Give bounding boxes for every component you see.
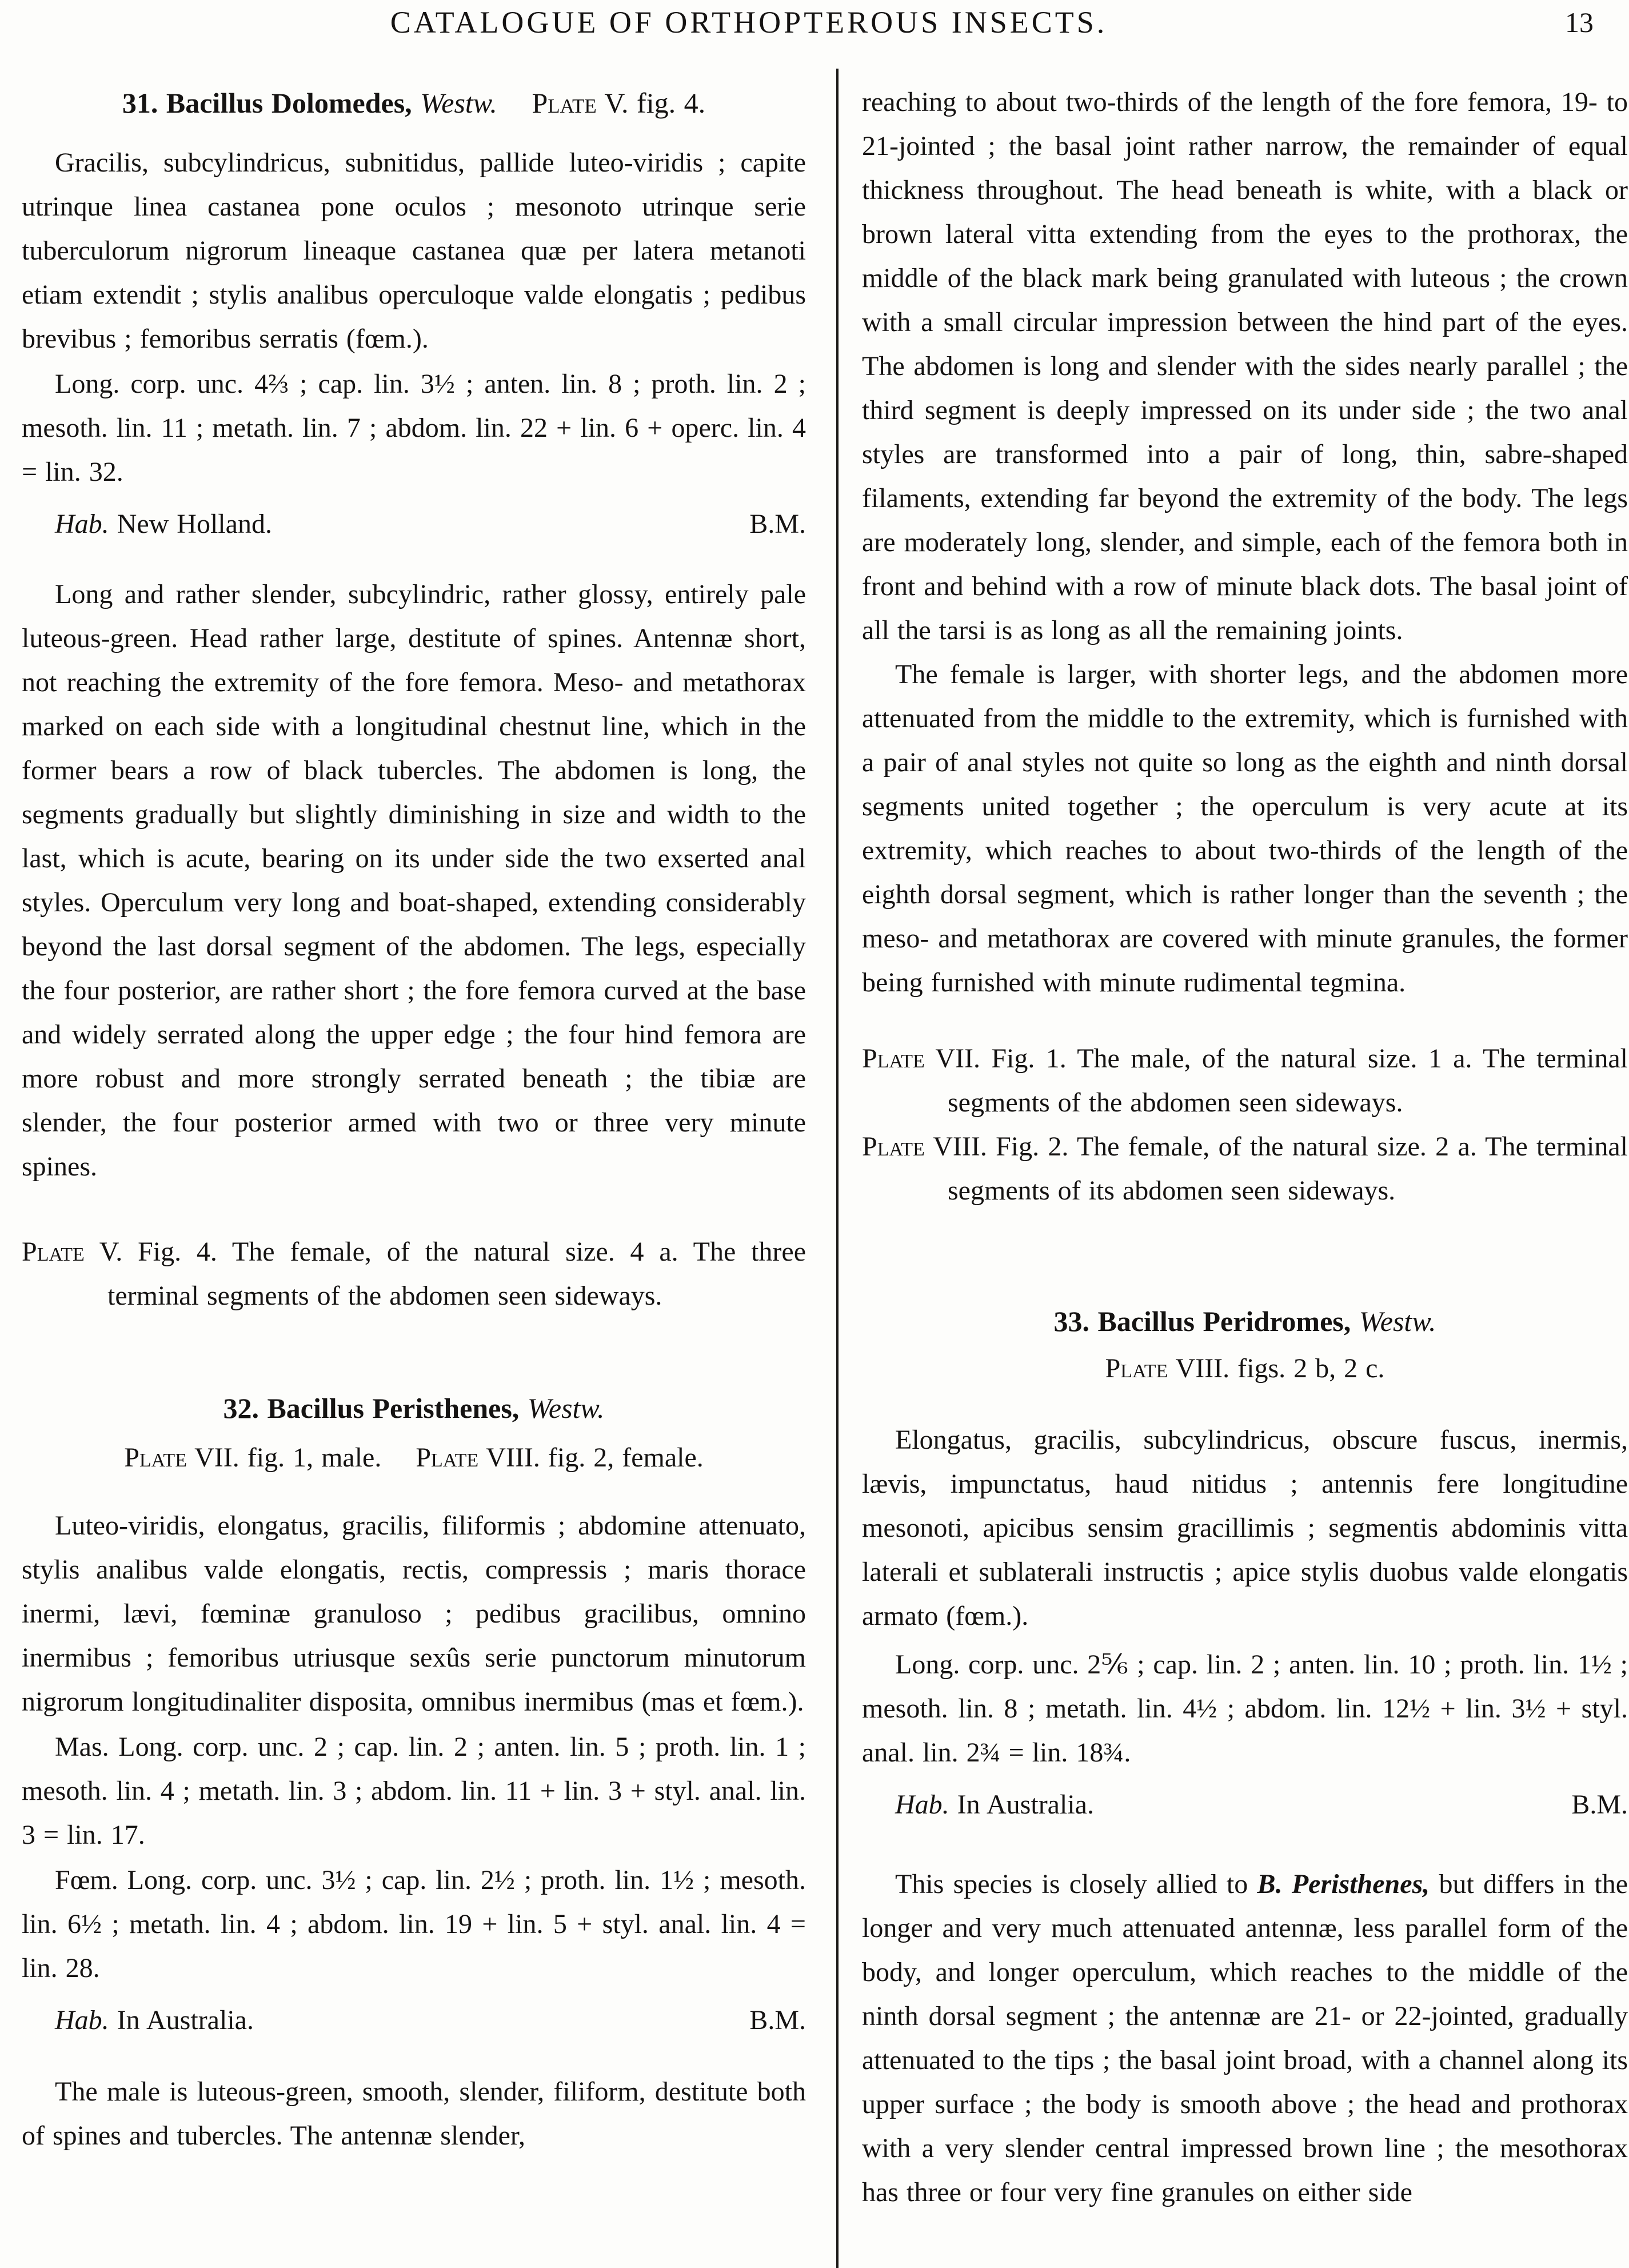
species-31-plate-word: Plate: [532, 87, 597, 119]
species-33-desc-post: but differs in the longer and very much attenuated antennæ, less parallel form of the body, and longer operculum, which reaches to the middle of the ninth dorsal segment ; the antennæ are 21- or 22-jointed, gradually attenuated to the tips ; the basal joint broad, with a channel along its upper surface ; the body is smooth above ; the head and prothorax with a very slender central impressed brown line ; the mesothorax has three or four very fine granules on either side: [862, 1869, 1628, 2207]
species-33-measurements: Long. corp. unc. 2⅚ ; cap. lin. 2 ; anten. lin. 10 ; proth. lin. 1½ ; mesoth. lin. 8 ; metath. lin. 4½ ; abdom. lin. 12½ + lin. 3½ + styl. anal. lin. 2¾ = lin. 18¾.: [862, 1649, 1628, 1768]
species-33-desc-pre: This species is closely allied to: [895, 1869, 1248, 1899]
species-33-desc-species-ref: B. Peristhenes,: [1257, 1869, 1430, 1899]
species-32-latin-diagnosis: Luteo-viridis, elongatus, gracilis, filiformis ; abdomine attenuato, stylis analibus valde elongatis, rectis, compressis ; maris thorace inermi, lævi, fœminæ granuloso ; pedibus gracilibus, omnino inermibus ; femoribus utriusque sexûs serie punctorum minutorum nigrorum longitudinaliter disposita, omnibus inermibus (mas et fœm.).: [22, 1510, 806, 1717]
species-31-collection: B.M.: [749, 509, 806, 539]
species-33-collection: B.M.: [1571, 1789, 1628, 1820]
species-31-heading: [22, 80, 806, 126]
plate-vii-ref: VII. fig. 1, male.: [194, 1442, 382, 1473]
species-31-habitat-line: [22, 502, 806, 546]
species-33-plate-word: Plate: [1105, 1353, 1168, 1384]
species-32-description-continuation: reaching to about two-thirds of the length of the fore femora, 19- to 21-jointed ; the basal joint rather narrow, the remainder of equal thickness throughout. The head beneath is white, with a black or brown lateral vitta extending from the eyes to the prothorax, the middle of the black mark being granulated with luteous ; the crown with a small circular impression between the hind part of the eyes. The abdomen is long and slender with the sides nearly parallel ; the third segment is deeply impressed on its under side ; the two anal styles are transformed into a pair of long, thin, sabre-shaped filaments, extending far beyond the extremity of the body. The legs are moderately long, slender, and simple, each of the femora both in front and behind with a row of minute black dots. The basal joint of all the tarsi is as long as all the remaining joints.: [862, 87, 1628, 645]
column-divider: [836, 69, 839, 2268]
species-33-hab-label: Hab.: [895, 1789, 949, 1820]
species-33-heading: [862, 1298, 1628, 1344]
plate-viii-caption: [862, 1125, 1628, 1213]
species-33-latin-diagnosis: Elongatus, gracilis, subcylindricus, obscure fuscus, inermis, lævis, impunctatus, haud nitidus ; antennis fere longitudine mesonoti, apicibus sensim gracillimis ; segmentis abdominis vitta laterali et sublaterali instructis ; apice stylis duobus valde elongatis armato (fœm.).: [862, 1425, 1628, 1631]
species-32-hab-value: In Australia.: [117, 2005, 254, 2035]
plate-viii-word: Plate: [416, 1442, 479, 1473]
plate-viii-caption-text: VIII. Fig. 2. The female, of the natural size. 2 a. The terminal segments of its abdomen seen sideways.: [933, 1131, 1628, 1206]
species-33-plate-line: [862, 1346, 1628, 1390]
species-32-collection: B.M.: [749, 2005, 806, 2035]
species-33-description: [862, 1862, 1628, 2214]
species-31-hab-value: New Holland.: [117, 509, 272, 539]
species-32-habitat-line: [22, 1998, 806, 2042]
species-32-hab-label: Hab.: [55, 2005, 109, 2035]
plate-vii-caption-text: VII. Fig. 1. The male, of the natural size. 1 a. The terminal segments of the abdomen seen sideways.: [935, 1043, 1628, 1118]
plate-v-word: Plate: [22, 1237, 85, 1267]
species-31-author: Westw.: [420, 87, 497, 119]
species-31-description: Long and rather slender, subcylindric, rather glossy, entirely pale luteous-green. Head rather large, destitute of spines. Antennæ short, not reaching the extremity of the fore femora. Meso- and metathorax marked on each side with a longitudinal chestnut line, which in the former bears a row of black tubercles. The abdomen is long, the segments gradually but slightly diminishing in size and width to the last, which is acute, bearing on its under side the two exserted anal styles. Operculum very long and boat-shaped, extending considerably beyond the last dorsal segment of the abdomen. The legs, especially the four posterior, are rather short ; the fore femora curved at the base and widely serrated along the upper edge ; the four hind femora are more robust and more strongly serrated beneath ; the tibiæ are slender, the four posterior armed with two or three very minute spines.: [22, 579, 806, 1182]
plate-v-caption-text: V. Fig. 4. The female, of the natural size. 4 a. The three terminal segments of the abdomen seen sideways.: [99, 1237, 806, 1311]
species-32-name: 32. Bacillus Peristhenes,: [223, 1392, 520, 1424]
species-31-latin-diagnosis: Gracilis, subcylindricus, subnitidus, pallide luteo-viridis ; capite utrinque linea castanea pone oculos ; mesonoto utrinque serie tuberculorum nigrorum lineaque castanea quæ per latera metanoti etiam extendit ; stylis analibus operculoque valde elongatis ; pedibus brevibus ; femoribus serratis (fœm.).: [22, 148, 806, 354]
species-33-plate-ref: VIII. figs. 2 b, 2 c.: [1175, 1353, 1385, 1384]
species-33-name: 33. Bacillus Peridromes,: [1053, 1305, 1351, 1337]
plate-vii-caption-word: Plate: [862, 1043, 925, 1074]
species-33-habitat-line: [862, 1783, 1628, 1827]
species-32-measurements-female: Fœm. Long. corp. unc. 3½ ; cap. lin. 2½ ; proth. lin. 1½ ; mesoth. lin. 6½ ; metath. lin. 4 ; abdom. lin. 19 + lin. 5 + styl. anal. lin. 4 = lin. 28.: [22, 1865, 806, 1983]
page-header: [0, 5, 1629, 50]
species-32-measurements-male: Mas. Long. corp. unc. 2 ; cap. lin. 2 ; anten. lin. 5 ; proth. lin. 1 ; mesoth. lin. 4 ; metath. lin. 3 ; abdom. lin. 11 + lin. 3 + styl. anal. lin. 3 = lin. 17.: [22, 1732, 806, 1850]
right-column: [862, 80, 1628, 2214]
species-33-hab-value: In Australia.: [957, 1789, 1094, 1820]
species-31-plate-ref: V. fig. 4.: [604, 87, 706, 119]
species-32-heading: [22, 1385, 806, 1431]
species-33-author: Westw.: [1359, 1305, 1436, 1337]
plate-vii-word: Plate: [124, 1442, 187, 1473]
species-32-female-description: The female is larger, with shorter legs, and the abdomen more attenuated from the middle to the extremity, which is furnished with a pair of anal styles not quite so long as the eighth and ninth dorsal segments united together ; the operculum is very acute at its extremity, which reaches to about two-thirds of the length of the eighth dorsal segment, which is rather longer than the seventh ; the meso- and metathorax are covered with minute granules, the former being furnished with minute rudimental tegmina.: [862, 659, 1628, 998]
left-column: [22, 80, 806, 2158]
species-31-name: 31. Bacillus Dolomedes,: [122, 87, 412, 119]
species-31-plate-caption: [22, 1230, 806, 1318]
running-title: CATALOGUE OF ORTHOPTEROUS INSECTS.: [390, 5, 1108, 39]
species-31-hab-label: Hab.: [55, 509, 109, 539]
plate-viii-caption-word: Plate: [862, 1131, 925, 1162]
species-32-plate-line: [22, 1436, 806, 1480]
species-32-author: Westw.: [527, 1392, 605, 1424]
page-number: 13: [1565, 6, 1594, 38]
plate-viii-ref: VIII. fig. 2, female.: [486, 1442, 704, 1473]
plate-vii-caption: [862, 1037, 1628, 1125]
species-31-measurements: Long. corp. unc. 4⅔ ; cap. lin. 3½ ; anten. lin. 8 ; proth. lin. 2 ; mesoth. lin. 11 ; metath. lin. 7 ; abdom. lin. 22 + lin. 6 + operc. lin. 4 = lin. 32.: [22, 369, 806, 487]
species-32-description-start: The male is luteous-green, smooth, slender, filiform, destitute both of spines and tubercles. The antennæ slender,: [22, 2076, 806, 2151]
